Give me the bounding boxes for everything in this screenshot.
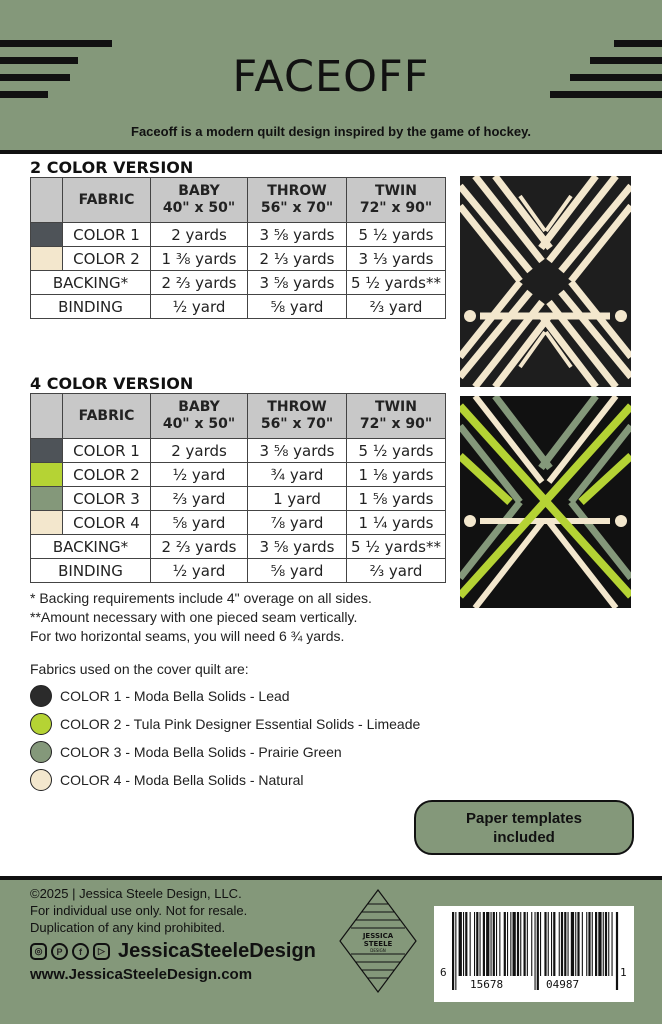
badge-line-2: included [493, 828, 555, 846]
throw-cell: 2 ⅓ yards [248, 247, 347, 271]
color-swatch [31, 511, 63, 535]
throw-cell: ¾ yard [248, 463, 347, 487]
barcode-bar [491, 912, 492, 976]
barcode-bars [434, 906, 634, 1002]
header-twin-label: TWIN [375, 183, 417, 199]
barcode-right-digit: 1 [620, 966, 627, 979]
list-item [30, 766, 420, 794]
facebook-icon[interactable]: f [72, 943, 89, 960]
row-label: COLOR 2 [63, 247, 151, 271]
header-baby [151, 178, 248, 223]
row-label: COLOR 1 [63, 223, 151, 247]
barcode-bar [564, 912, 566, 976]
barcode-left-digit: 6 [440, 966, 447, 979]
barcode-bar [544, 912, 546, 976]
row-label: COLOR 4 [63, 511, 151, 535]
barcode-group-1: 15678 [470, 978, 504, 991]
barcode-bar [612, 912, 613, 976]
baby-cell: ⅝ yard [151, 511, 248, 535]
barcode-bar [553, 912, 555, 976]
barcode-bar [582, 912, 583, 976]
two-color-table [30, 177, 446, 319]
fabric-text: COLOR 2 - Tula Pink Designer Essential Solids - Limeade [60, 716, 421, 732]
barcode-bar [586, 912, 587, 976]
baby-cell: 2 yards [151, 223, 248, 247]
color-swatch [31, 439, 63, 463]
header-swatch-cell [31, 394, 63, 439]
header-throw [248, 178, 347, 223]
fabric-text: COLOR 4 - Moda Bella Solids - Natural [60, 772, 304, 788]
barcode-bar [559, 912, 560, 976]
twin-cell: ⅔ yard [347, 295, 446, 319]
barcode-bar [496, 912, 497, 976]
table-header-row [31, 178, 446, 223]
twin-cell: ⅔ yard [347, 559, 446, 583]
row-label: COLOR 1 [63, 439, 151, 463]
barcode-bar [527, 912, 528, 976]
brand-logo [338, 888, 418, 994]
header-twin-size: 72" x 90" [359, 200, 433, 216]
barcode-bar [520, 912, 521, 976]
note-line: * Backing requirements include 4" overage on all sides. [30, 590, 372, 606]
usage-text: For individual use only. Not for resale. [30, 903, 248, 918]
fabric-text: COLOR 3 - Moda Bella Solids - Prairie Green [60, 744, 342, 760]
barcode-bar [603, 912, 604, 976]
barcode-bar [524, 912, 526, 976]
paper-templates-badge [414, 800, 634, 855]
twin-cell: 5 ½ yards [347, 439, 446, 463]
row-label: COLOR 2 [63, 463, 151, 487]
table-row [31, 535, 446, 559]
header-baby-size: 40" x 50" [162, 200, 236, 216]
twin-cell: 5 ½ yards** [347, 271, 446, 295]
row-label: BACKING* [31, 535, 151, 559]
logo-line-3: DESIGN [370, 948, 386, 953]
throw-cell: 3 ⅝ yards [248, 223, 347, 247]
barcode-bar [575, 912, 576, 976]
header-throw-size: 56" x 70" [260, 200, 334, 216]
baby-cell: ½ yard [151, 463, 248, 487]
barcode-bar [455, 912, 456, 990]
twin-cell: 1 ⅝ yards [347, 487, 446, 511]
color-dot [30, 713, 52, 735]
table-row [31, 271, 446, 295]
header-baby-label: BABY [178, 399, 220, 415]
header-swatch-cell [31, 178, 63, 223]
baby-cell: ⅔ yard [151, 487, 248, 511]
four-color-table [30, 393, 446, 583]
barcode-bar [470, 912, 471, 976]
brand-handle: JessicaSteeleDesign [118, 940, 316, 962]
fabrics-list [30, 682, 420, 794]
logo-line-2: STEELE [363, 940, 393, 948]
header-baby-label: BABY [178, 183, 220, 199]
color-swatch [31, 463, 63, 487]
header-baby-size: 40" x 50" [162, 416, 236, 432]
instagram-icon[interactable]: ◎ [30, 943, 47, 960]
baby-cell: ½ yard [151, 559, 248, 583]
barcode-bar [568, 912, 569, 976]
header-twin [347, 178, 446, 223]
table-header-row [31, 394, 446, 439]
divider [0, 150, 662, 154]
baby-cell: ½ yard [151, 295, 248, 319]
throw-cell: ⅝ yard [248, 559, 347, 583]
barcode-bar [616, 912, 618, 990]
barcode-bar [463, 912, 464, 976]
four-color-title: 4 COLOR VERSION [30, 374, 194, 393]
twin-cell: 5 ½ yards [347, 223, 446, 247]
barcode-bar [608, 912, 609, 976]
list-item [30, 682, 420, 710]
throw-cell: 1 yard [248, 487, 347, 511]
barcode-bar [598, 912, 601, 976]
barcode-bar [510, 912, 511, 976]
table-row [31, 463, 446, 487]
note-line: **Amount necessary with one pieced seam vertically. [30, 609, 358, 625]
color-dot [30, 769, 52, 791]
twin-cell: 5 ½ yards** [347, 535, 446, 559]
header-throw-label: THROW [267, 399, 327, 415]
barcode-bar [507, 912, 508, 976]
twin-cell: 1 ¼ yards [347, 511, 446, 535]
throw-cell: ⅞ yard [248, 511, 347, 535]
barcode-bar [486, 912, 489, 976]
barcode-bar [493, 912, 495, 976]
throw-cell: 3 ⅝ yards [248, 439, 347, 463]
barcode-bar [465, 912, 467, 976]
baby-cell: 2 yards [151, 439, 248, 463]
row-label: BINDING [31, 559, 151, 583]
throw-cell: ⅝ yard [248, 295, 347, 319]
table-row [31, 223, 446, 247]
two-color-quilt-image [460, 176, 631, 387]
list-item [30, 710, 420, 738]
baby-cell: 2 ⅔ yards [151, 271, 248, 295]
table-row [31, 439, 446, 463]
header-throw [248, 394, 347, 439]
barcode-bar [499, 912, 500, 976]
barcode-bar [595, 912, 597, 976]
website-link[interactable]: www.JessicaSteeleDesign.com [30, 966, 253, 983]
barcode-bar [571, 912, 574, 976]
barcode-bar [474, 912, 475, 976]
social-links [30, 940, 316, 963]
barcode-group-2: 04987 [546, 978, 580, 991]
baby-cell: 2 ⅔ yards [151, 535, 248, 559]
row-label: BINDING [31, 295, 151, 319]
barcode-bar [452, 912, 454, 990]
header-twin-label: TWIN [375, 399, 417, 415]
header-twin [347, 394, 446, 439]
barcode-bar [476, 912, 478, 976]
table-row [31, 247, 446, 271]
color-dot [30, 741, 52, 763]
barcode-bar [517, 912, 519, 976]
copyright-text: ©2025 | Jessica Steele Design, LLC. [30, 886, 242, 901]
two-color-title: 2 COLOR VERSION [30, 158, 194, 177]
barcode-bar [459, 912, 462, 976]
barcode-bar [513, 912, 516, 976]
youtube-icon[interactable]: ▷ [93, 943, 110, 960]
color-swatch [31, 487, 63, 511]
logo-line-1: JESSICA [362, 932, 394, 940]
barcode-bar [592, 912, 593, 976]
twin-cell: 3 ⅓ yards [347, 247, 446, 271]
page-subtitle: Faceoff is a modern quilt design inspired by the game of hockey. [131, 124, 531, 139]
table-row [31, 487, 446, 511]
throw-cell: 3 ⅝ yards [248, 535, 347, 559]
header-twin-size: 72" x 90" [359, 416, 433, 432]
barcode-bar [588, 912, 590, 976]
header-fabric: FABRIC [63, 178, 151, 223]
barcode-bar [551, 912, 552, 976]
page-title: FACEOFF [232, 52, 430, 102]
baby-cell: 1 ⅜ yards [151, 247, 248, 271]
throw-cell: 3 ⅝ yards [248, 271, 347, 295]
header-throw-size: 56" x 70" [260, 416, 334, 432]
table-row [31, 295, 446, 319]
fabric-text: COLOR 1 - Moda Bella Solids - Lead [60, 688, 290, 704]
row-label: BACKING* [31, 271, 151, 295]
color-swatch [31, 247, 63, 271]
four-color-quilt-image [460, 396, 631, 608]
header-throw-label: THROW [267, 183, 327, 199]
notes [30, 589, 372, 646]
color-dot [30, 685, 52, 707]
badge-line-1: Paper templates [466, 809, 582, 827]
fabrics-title: Fabrics used on the cover quilt are: [30, 661, 249, 677]
header-fabric: FABRIC [63, 394, 151, 439]
barcode-bar [504, 912, 506, 976]
barcode-bar [540, 912, 541, 976]
header-baby [151, 394, 248, 439]
header-stripe [614, 40, 662, 47]
duplication-text: Duplication of any kind prohibited. [30, 920, 226, 935]
twin-cell: 1 ⅛ yards [347, 463, 446, 487]
barcode-bar [535, 912, 536, 990]
row-label: COLOR 3 [63, 487, 151, 511]
color-swatch [31, 223, 63, 247]
table-row [31, 511, 446, 535]
note-line: For two horizontal seams, you will need 6 ¾ yards. [30, 628, 345, 644]
barcode-bar [531, 912, 532, 976]
list-item [30, 738, 420, 766]
header-stripe [0, 40, 112, 47]
table-row [31, 559, 446, 583]
barcode-bar [537, 912, 539, 990]
barcode-bar [548, 912, 549, 976]
barcode-bar [577, 912, 579, 976]
pinterest-icon[interactable]: P [51, 943, 68, 960]
barcode [434, 906, 634, 1002]
barcode-bar [480, 912, 481, 976]
barcode-bar [483, 912, 485, 976]
barcode-bar [605, 912, 607, 976]
barcode-bar [561, 912, 563, 976]
